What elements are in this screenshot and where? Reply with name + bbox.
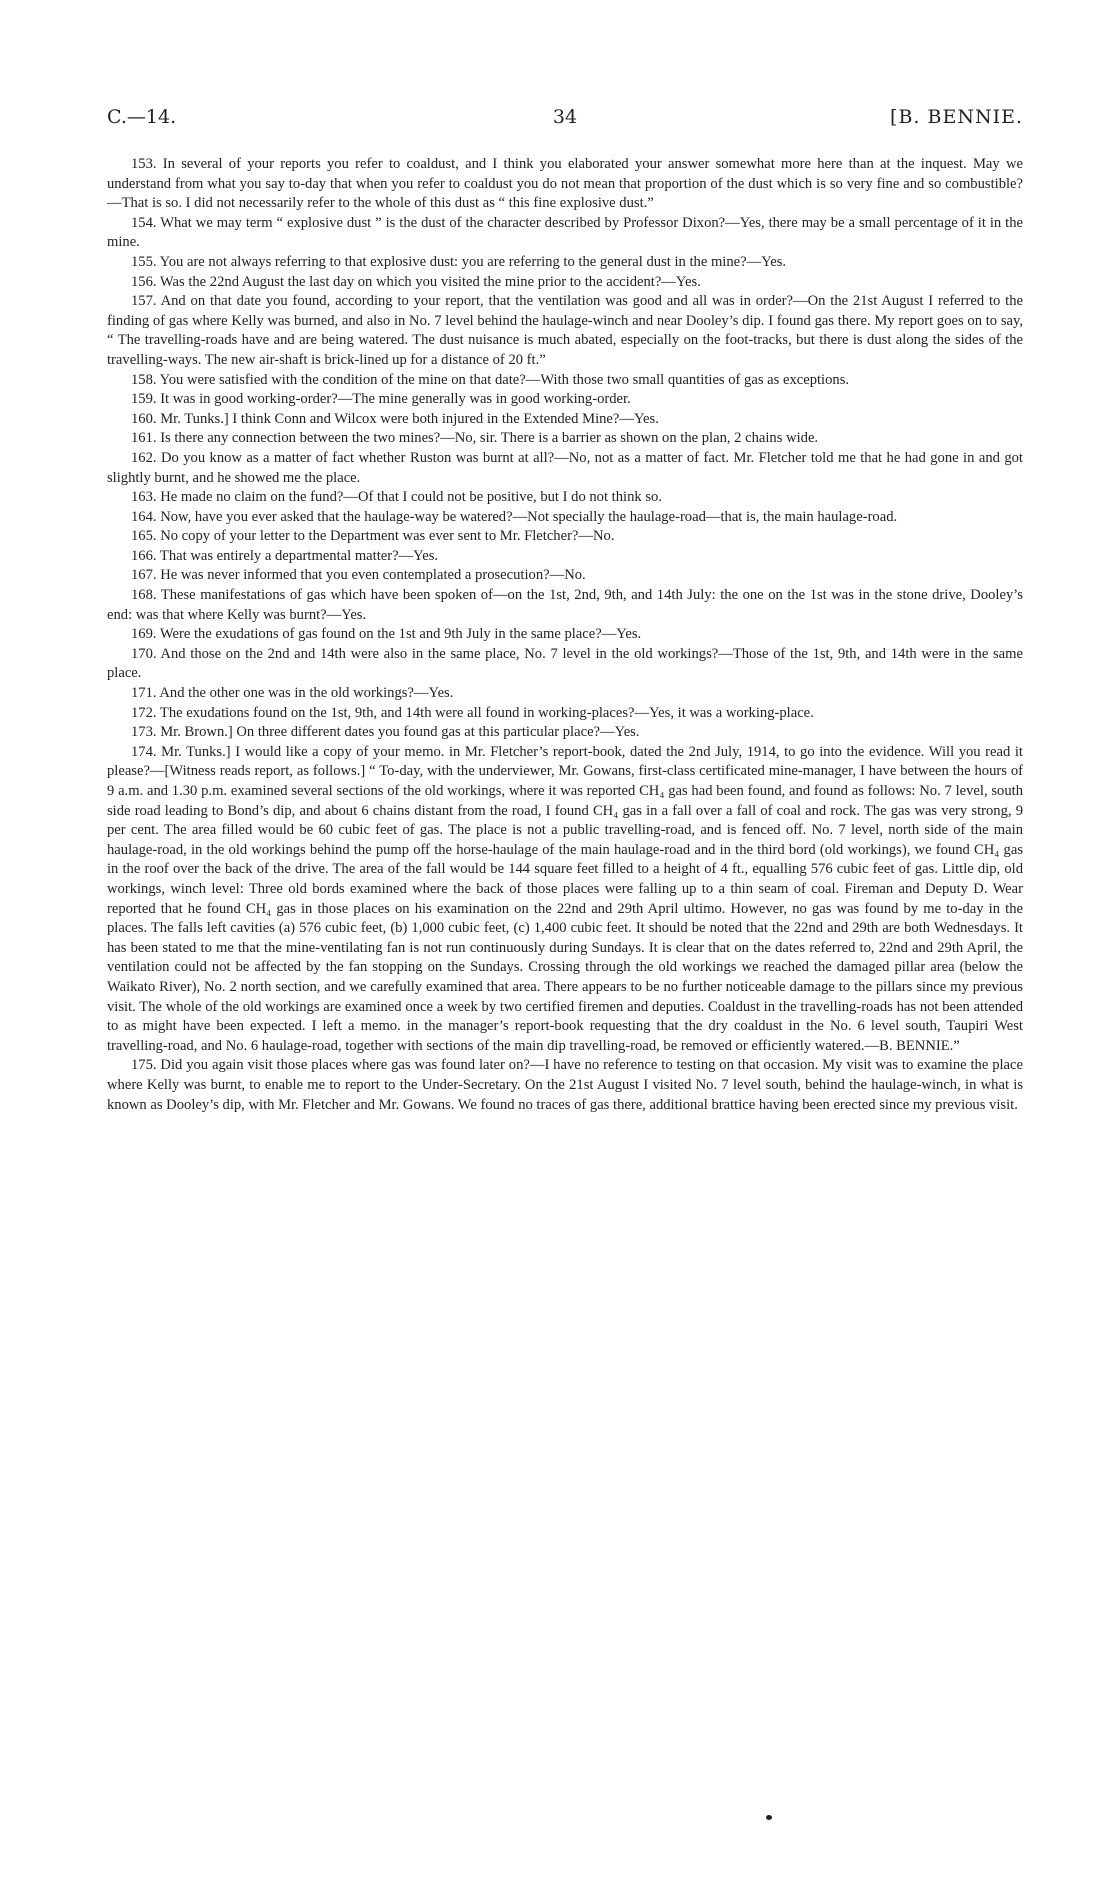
question-163: 163. He made no claim on the fund?—Of that I could not be positive, but I do not think so. [131, 489, 662, 506]
question-157: 157. And on that date you found, according to your report, that the ventilation was good and all was in order?—On the 21st August I referred to the finding of gas where Kelly was burned, and also in No. 7 level behind the haulage-winch and near Dooley’s dip. I found gas there. My report goes on to say, “ The travelling-roads have and are being watered. The dust nuisance is much abated, especially on the foot-tracks, but there is dust along the sides of the travelling-ways. The new air-shaft is brick-lined up for a distance of 20 ft.” [107, 293, 1023, 368]
question-172: 172. The exudations found on the 1st, 9th, and 14th were all found in working-places?—Yes, it was a working-place. [131, 704, 814, 721]
witness-name: [B. BENNIE. [890, 106, 1023, 128]
page-number: 34 [552, 106, 578, 128]
question-156: 156. Was the 22nd August the last day on which you visited the mine prior to the accident?—Yes. [131, 273, 701, 290]
question-166: 166. That was entirely a departmental matter?—Yes. [131, 547, 439, 564]
question-170: 170. And those on the 2nd and 14th were also in the same place, No. 7 level in the old workings?—Those of the 1st, 9th, and 14th were in the same place. [107, 645, 1023, 682]
question-173: 173. Mr. Brown.] On three different dates you found gas at this particular place?—Yes. [131, 724, 640, 741]
question-165: 165. No copy of your letter to the Department was ever sent to Mr. Fletcher?—No. [131, 528, 615, 545]
question-175: 175. Did you again visit those places where gas was found later on?—I have no reference to testing on that occasion. My visit was to examine the place where Kelly was burnt, to enable me to report to the Under-Secretary. On the 21st August I visited No. 7 level south, behind the haulage-winch, in what is known as Dooley’s dip, with Mr. Fletcher and Mr. Gowans. We found no traces of gas there, additional brattice having been erected since my previous visit. [107, 1057, 1023, 1113]
question-153: 153. In several of your reports you refer to coaldust, and I think you elaborated your answer somewhat more here than at the inquest. May we understand from what you say to-day that when you refer to coaldust you do not mean that proportion of the dust which is so very fine and so combustible?—That is so. I did not necessarily refer to the whole of this dust as “ this fine explosive dust.” [107, 156, 1023, 212]
question-155: 155. You are not always referring to that explosive dust: you are referring to the general dust in the mine?—Yes. [131, 253, 787, 270]
question-164: 164. Now, have you ever asked that the haulage-way be watered?—Not specially the haulage-road—that is, the main haulage-road. [131, 508, 898, 525]
question-158: 158. You were satisfied with the condition of the mine on that date?—With those two small quantities of gas as exceptions. [131, 371, 850, 388]
question-161: 161. Is there any connection between the two mines?—No, sir. There is a barrier as shown on the plan, 2 chains wide. [131, 430, 819, 447]
question-169: 169. Were the exudations of gas found on the 1st and 9th July in the same place?—Yes. [131, 626, 642, 643]
question-154: 154. What we may term “ explosive dust ” is the dust of the character described by Professor Dixon?—Yes, there may be a small percentage of it in the mine. [107, 214, 1023, 251]
ink-mark [766, 1815, 772, 1820]
testimony-text [107, 155, 1023, 1115]
document-reference: C.—14. [107, 106, 177, 128]
question-167: 167. He was never informed that you even contemplated a prosecution?—No. [131, 567, 586, 584]
question-168: 168. These manifestations of gas which have been spoken of—on the 1st, 2nd, 9th, and 14th July: the one on the 1st was in the stone drive, Dooley’s end: was that where Kelly was burnt?—Yes. [107, 587, 1023, 623]
question-160: 160. Mr. Tunks.] I think Conn and Wilcox were both injured in the Extended Mine?—Yes. [131, 410, 659, 427]
page-header [107, 106, 1023, 136]
question-159: 159. It was in good working-order?—The mine generally was in good working-order. [131, 391, 631, 408]
question-174: 174. Mr. Tunks.] I would like a copy of your memo. in Mr. Fletcher’s report-book, dated the 2nd July, 1914, to go into the evidence. Will you read it please?—[Witness reads report, as follows.] “ To-day, with the underviewer, Mr. Gowans, first-class certificated mine-manager, I have between the hours of 9 a.m. and 1.30 p.m. examined several sections of the old workings, where it was reported CH₄ gas had been found, and found as follows: No. 7 level, south side road leading to Bond’s dip, and about 6 chains distant from the road, I found CH₄ gas in a fall over a fall of coal and rock. The gas was very strong, 9 per cent. The area filled would be 60 cubic feet of gas. The place is not a public travelling-road, and is fenced off. No. 7 level, north side of the main haulage-road, in the old workings behind the pump off the horse-haulage of the main haulage-road and in the third bord (old workings), we found CH₄ gas in the roof over the back of the drive. The area of the fall would be 144 square feet filled to a height of 4 ft., equalling 576 cubic feet of gas. Little dip, old workings, winch level: Three old bords examined where the back of those places were falling up to a thin seam of coal. Fireman and Deputy D. Wear reported that he found CH₄ gas in those places on his examination on the 22nd and 29th April ultimo. However, no gas was found by me to-day in the places. The falls left cavities (a) 576 cubic feet, (b) 1,000 cubic feet, (c) 1,400 cubic feet. It should be noted that the 22nd and 29th are both Wednesdays. It has been stated to me that the mine-ventilating fan is not run continuously during Sundays. It is clear that on the dates referred to, 22nd and 29th April, the ventilation could not be affected by the fan stopping on the Sundays. Crossing through the old workings we reached the damaged pillar area (below the Waikato River), No. 2 north section, and we carefully examined that area. There appears to be no further noticeable damage to the pillars since my previous visit. The whole of the old workings are examined once a week by two certified firemen and deputies. Coaldust in the travelling-roads has not been attended to as might have been expected. I left a memo. in the manager’s report-book requesting that the dry coaldust in the No. 6 level south, Taupiri West travelling-road, and No. 6 haulage-road, together with sections of the main dip travelling-road, be removed or efficiently watered.—B. BENNIE.” [107, 743, 1023, 1054]
question-162: 162. Do you know as a matter of fact whether Ruston was burnt at all?—No, not as a matter of fact. Mr. Fletcher told me that he had gone in and got slightly burnt, and he showed me the place. [107, 449, 1023, 486]
question-171: 171. And the other one was in the old workings?—Yes. [131, 685, 454, 702]
